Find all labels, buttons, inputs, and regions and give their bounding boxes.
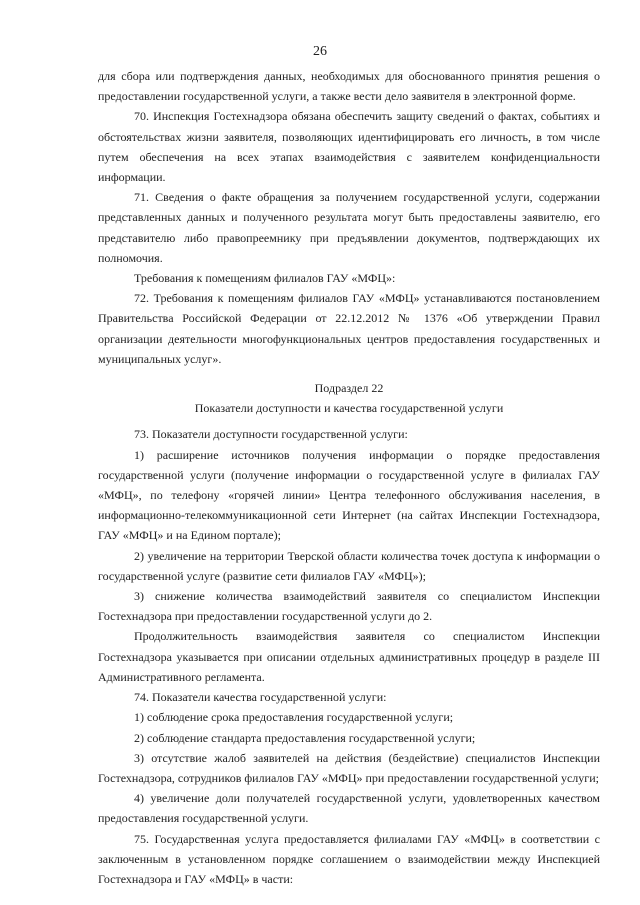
paragraph-74-item-2: 2) соблюдение стандарта предоставления государственной услуги; xyxy=(134,730,476,745)
paragraph-73-item-1: 1) расширение источников получения информации о порядке предоставления государственной услуги (получение информации о государственной услуге в филиалах ГАУ «МФЦ», по телефону «горячей линии» Центра телефонного обслуживания населения, в информационно-телекоммуникационной сети Интернет (на сайтах Инспекции Гостехнадзора, ГАУ «МФЦ» и на Едином портале); xyxy=(98,447,600,543)
paragraph-71: 71. Сведения о факте обращения за получением государственной услуги, содержании представленных данных и полученного результата могут быть предоставлены заявителю, его представителю либо правопреемнику при предъявлении документов, подтверждающих их полномочия. xyxy=(98,190,600,265)
subsection-number: Подраздел 22 xyxy=(314,381,384,396)
page-number: 26 xyxy=(313,44,327,59)
document-body xyxy=(98,66,600,889)
requirements-heading: Требования к помещениям филиалов ГАУ «МФЦ»: xyxy=(134,271,396,286)
paragraph-75: 75. Государственная услуга предоставляется филиалами ГАУ «МФЦ» в соответствии с заключенным в установленном порядке соглашением о взаимодействии между Инспекцией Гостехнадзора и ГАУ «МФЦ» в части: xyxy=(98,831,600,886)
paragraph-74: 74. Показатели качества государственной услуги: xyxy=(134,690,387,705)
paragraph-73-item-3: 3) снижение количества взаимодействий заявителя со специалистом Инспекции Гостехнадзора при предоставлении государственной услуги до 2. xyxy=(98,589,600,624)
paragraph-70: 70. Инспекция Гостехнадзора обязана обеспечить защиту сведений о фактах, событиях и обстоятельствах жизни заявителя, позволяющих идентифицировать его личность, в том числе путем обеспечения на всех этапах взаимодействия с заявителем конфиденциальности информации. xyxy=(98,109,600,185)
paragraph-74-item-1: 1) соблюдение срока предоставления государственной услуги; xyxy=(134,710,454,725)
paragraph-74-item-4: 4) увеличение доли получателей государственной услуги, удовлетворенных качеством предоставления государственной услуги. xyxy=(98,791,600,826)
paragraph-duration: Продолжительность взаимодействия заявителя со специалистом Инспекции Гостехнадзора указывается при описании отдельных административных процедур в разделе III Административного регламента. xyxy=(98,629,600,684)
paragraph-74-item-3: 3) отсутствие жалоб заявителей на действия (бездействие) специалистов Инспекции Гостехнадзора, сотрудников филиалов ГАУ «МФЦ» при предоставлении государственной услуги; xyxy=(98,750,600,785)
paragraph-72: 72. Требования к помещениям филиалов ГАУ «МФЦ» устанавливаются постановлением Правительства Российской Федерации от 22.12.2012 № 1376 «Об утверждении Правил организации деятельности многофункциональных центров предоставления государственных и муниципальных услуг». xyxy=(98,291,600,366)
paragraph-continuation: для сбора или подтверждения данных, необходимых для обоснованного принятия решения о предоставлении государственной услуги, а также вести дело заявителя в электронной форме. xyxy=(98,69,600,104)
paragraph-73: 73. Показатели доступности государственной услуги: xyxy=(134,427,408,442)
subsection-title: Показатели доступности и качества государственной услуги xyxy=(194,401,504,416)
paragraph-73-item-2: 2) увеличение на территории Тверской области количества точек доступа к информации о государственной услуге (развитие сети филиалов ГАУ «МФЦ»); xyxy=(98,548,600,583)
